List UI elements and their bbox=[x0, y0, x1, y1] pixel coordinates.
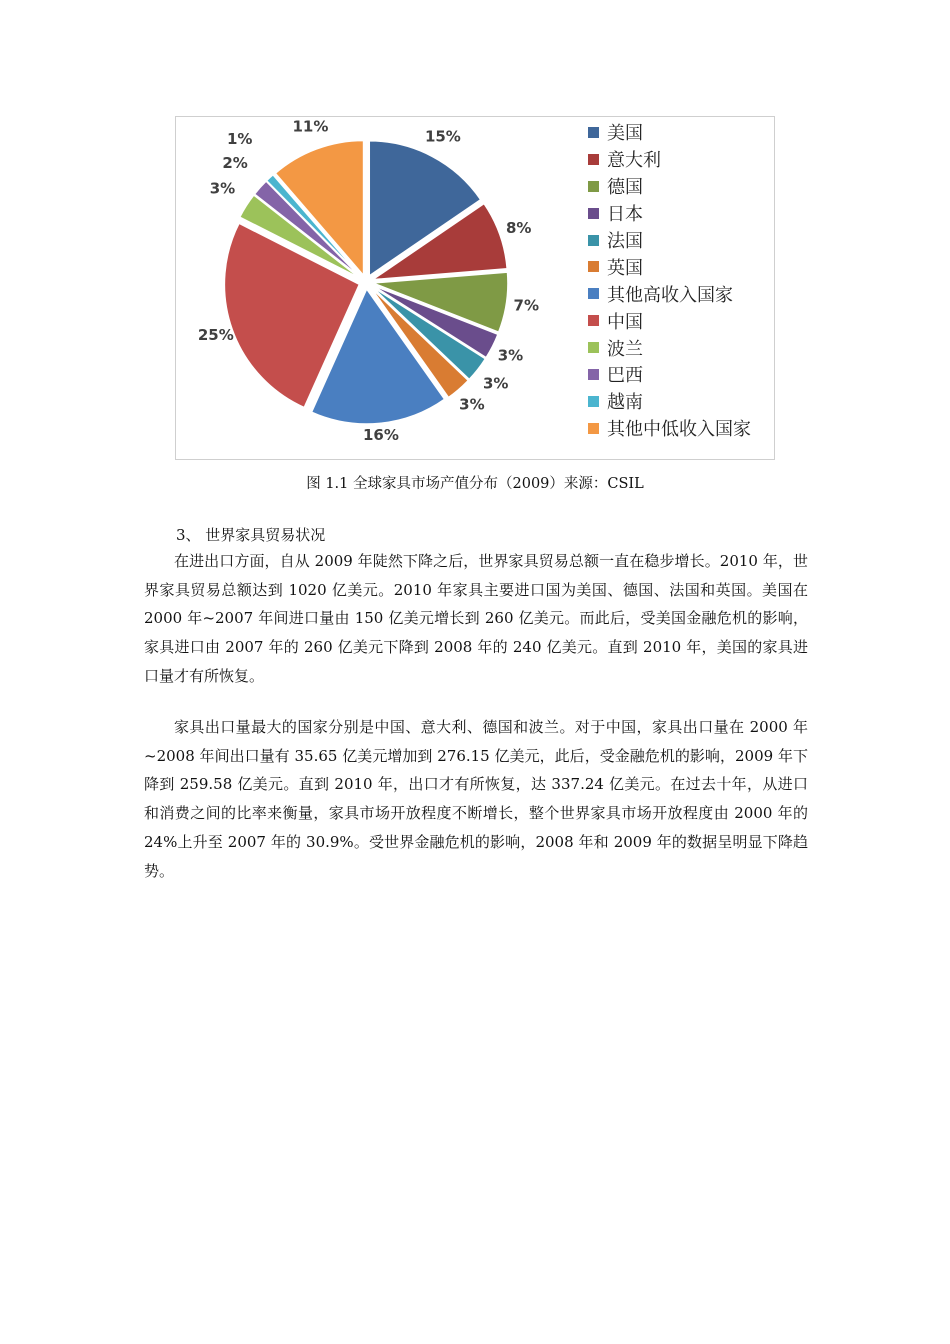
legend-label: 中国 bbox=[607, 311, 643, 333]
pie-slice-label-3: 7% bbox=[513, 296, 540, 315]
legend-swatch bbox=[588, 423, 599, 434]
pie-slice-label-2: 8% bbox=[505, 218, 532, 237]
pie-slice-label-1: 15% bbox=[424, 127, 461, 146]
pie-slice-label-11: 1% bbox=[226, 130, 253, 149]
pie-slice-label-12: 11% bbox=[292, 117, 329, 136]
legend-swatch bbox=[588, 154, 599, 165]
legend-item-9 bbox=[588, 334, 774, 361]
legend-label: 越南 bbox=[607, 392, 643, 414]
legend-label: 波兰 bbox=[607, 338, 643, 360]
legend-swatch bbox=[588, 127, 599, 138]
legend-swatch bbox=[588, 369, 599, 380]
legend-item-12 bbox=[588, 415, 774, 442]
legend-label: 巴西 bbox=[607, 365, 643, 387]
pie-slice-label-10: 2% bbox=[222, 154, 248, 173]
legend-swatch bbox=[588, 235, 599, 246]
legend-item-4 bbox=[588, 200, 774, 227]
legend-item-8 bbox=[588, 307, 774, 334]
legend-item-3 bbox=[588, 173, 774, 200]
legend-item-10 bbox=[588, 361, 774, 388]
legend-label: 美国 bbox=[607, 123, 643, 145]
legend-label: 德国 bbox=[607, 177, 643, 199]
pie-slice-label-8: 25% bbox=[197, 326, 234, 345]
legend-label: 其他中低收入国家 bbox=[607, 419, 751, 441]
legend-item-5 bbox=[588, 227, 774, 254]
legend-swatch bbox=[588, 181, 599, 192]
pie-chart bbox=[176, 117, 586, 459]
legend-item-6 bbox=[588, 253, 774, 280]
paragraph-export-countries: 家具出口量最大的国家分别是中国、意大利、德国和波兰。对于中国，家具出口量在 2000 年~2008 年间出口量有 35.65 亿美元增加到 276.15 亿美元，此后，受金融危机的影响，2009 年下降到 259.58 亿美元。直到 2010 年，出口才有所恢复，达 337.24 亿美元。在过去十年，从进口和消费之间的比率来衡量，家具市场开放程度不断增长，整个世界家具市场开放程度由 2000 年的 24%上升至 2007 年的 30.9%。受世界金融危机的影响，2008 年和 2009 年的数据呈明显下降趋势。 bbox=[144, 718, 808, 880]
pie-slice-label-6: 3% bbox=[459, 395, 485, 414]
legend-label: 日本 bbox=[607, 204, 643, 226]
pie-slice-label-4: 3% bbox=[497, 346, 524, 365]
figure-caption: 图 1.1 全球家具市场产值分布（2009）来源：CSIL bbox=[306, 476, 644, 492]
legend-swatch bbox=[588, 261, 599, 272]
pie-slice-label-5: 3% bbox=[482, 374, 509, 393]
legend-swatch bbox=[588, 288, 599, 299]
pie-slice-label-7: 16% bbox=[362, 426, 399, 445]
paragraph-import-export: 在进出口方面，自从 2009 年陡然下降之后，世界家具贸易总额一直在稳步增长。2010 年，世界家具贸易总额达到 1020 亿美元。2010 年家具主要进口国为美国、德国、法国和英国。美国在 2000 年~2007 年间进口量由 150 亿美元增长到 260 亿美元。而此后，受美国金融危机的影响，家具进口由 2007 年的 260 亿美元下降到 2008 年的 240 亿美元。直到 2010 年，美国的家具进口量才有所恢复。 bbox=[144, 552, 808, 685]
legend-label: 法国 bbox=[607, 231, 643, 252]
chart-legend bbox=[588, 119, 774, 442]
legend-item-7 bbox=[588, 280, 774, 307]
legend-swatch bbox=[588, 396, 599, 407]
legend-swatch bbox=[588, 342, 599, 353]
legend-item-2 bbox=[588, 146, 774, 173]
pie-chart-frame bbox=[175, 116, 775, 460]
legend-item-1 bbox=[588, 119, 774, 146]
legend-label: 英国 bbox=[607, 257, 643, 279]
pie-slice-label-9: 3% bbox=[209, 179, 236, 198]
legend-label: 其他高收入国家 bbox=[607, 284, 733, 306]
section-heading: 3、 世界家具贸易状况 bbox=[176, 526, 326, 544]
legend-swatch bbox=[588, 208, 599, 219]
legend-label: 意大利 bbox=[607, 150, 661, 172]
legend-swatch bbox=[588, 315, 599, 326]
legend-item-11 bbox=[588, 388, 774, 415]
